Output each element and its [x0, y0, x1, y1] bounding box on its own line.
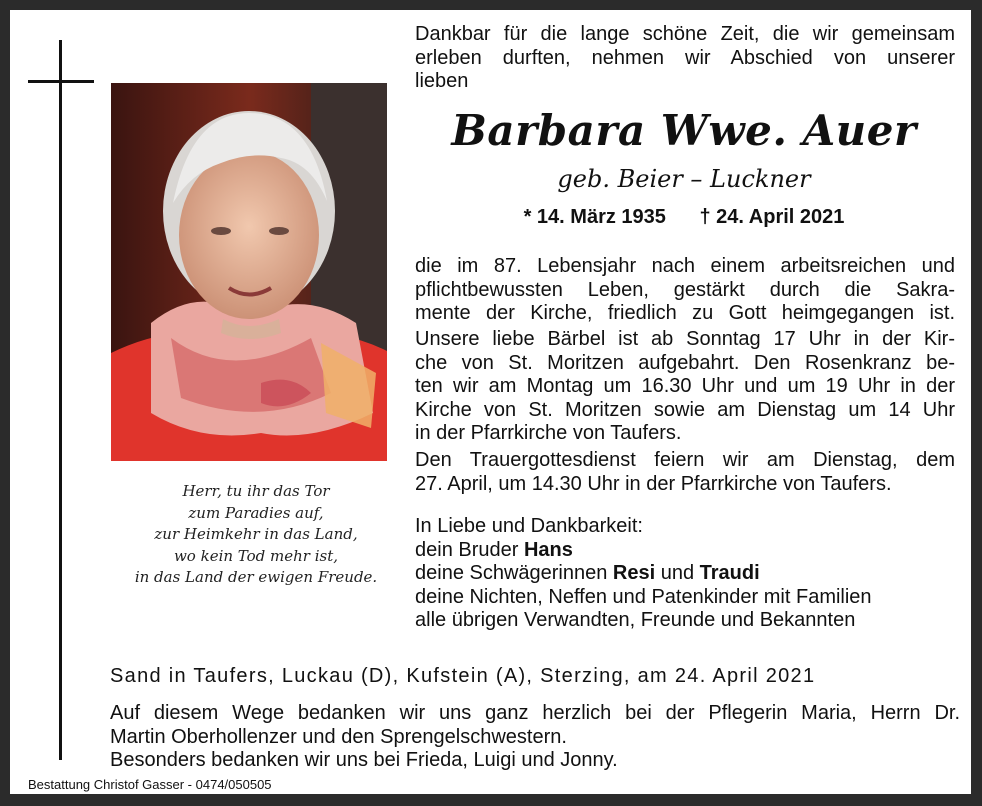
deceased-name: Barbara Wwe. Auer	[451, 106, 917, 155]
thanks-line: Besonders bedanken wir uns bei Frieda, Luigi und Jonny.	[110, 749, 618, 771]
intro-line: erleben durften, nehmen wir Abschied von unserer	[415, 46, 955, 69]
mourner-name: Traudi	[699, 562, 760, 584]
birth-name: geb. Beier – Luckner	[557, 165, 811, 193]
mourner-sisters	[415, 562, 955, 586]
mourner-brother	[415, 539, 955, 563]
text-line: die im 87. Lebensjahr nach einem arbeitsreichen und	[415, 255, 955, 277]
paragraph-viewing	[415, 328, 955, 446]
thanks	[110, 702, 960, 773]
text-line: pflichtbewussten Leben, gestärkt durch die Sakra-	[415, 278, 955, 301]
text-line: Unsere liebe Bärbel ist ab Sonntag 17 Uhr in der Kir-	[415, 328, 955, 350]
text-line: ten wir am Montag um 16.30 Uhr und um 19 Uhr in der	[415, 375, 955, 397]
text-line: in der Pfarrkirche von Taufers.	[415, 422, 682, 444]
death-date: † 24. April 2021	[699, 206, 845, 228]
mourner-line: alle übrigen Verwandten, Freunde und Bekannten	[415, 609, 856, 631]
text-line: Kirche von St. Moritzen sowie am Dienstag um 14 Uhr	[415, 398, 955, 421]
text-line: 27. April, um 14.30 Uhr in der Pfarrkirche von Taufers.	[415, 472, 892, 495]
place-date: Sand in Taufers, Luckau (D), Kufstein (A), Sterzing, am 24. April 2021	[110, 665, 816, 687]
undertaker-footer: Bestattung Christof Gasser - 0474/050505	[28, 777, 272, 792]
poem	[106, 481, 406, 589]
mourner-name: Hans	[523, 538, 573, 561]
mourner-line: deine Nichten, Neffen und Patenkinder mit Familien	[415, 585, 872, 608]
mourners	[415, 515, 955, 633]
cross-icon-bar	[28, 80, 94, 83]
poem-line: in das Land der ewigen Freude.	[134, 568, 378, 586]
life-dates	[410, 206, 958, 229]
intro-text	[415, 23, 955, 94]
obituary-card	[10, 10, 971, 794]
mourner-name: Resi	[612, 562, 656, 584]
portrait-image	[111, 83, 387, 461]
poem-line: wo kein Tod mehr ist,	[173, 546, 339, 565]
text: und	[655, 562, 700, 584]
poem-line: zur Heimkehr in das Land,	[154, 525, 358, 543]
portrait-photo	[111, 83, 387, 461]
intro-line: lieben	[415, 70, 469, 92]
thanks-line: Martin Oberhollenzer und den Sprengelschwestern.	[110, 725, 567, 748]
poem-line: zum Paradies auf,	[188, 503, 324, 522]
intro-line: Dankbar für die lange schöne Zeit, die wir gemeinsam	[415, 23, 955, 45]
paragraph-funeral	[415, 449, 955, 496]
text-line: Den Trauergottesdienst feiern wir am Dienstag, dem	[415, 449, 955, 471]
cross-icon	[59, 40, 62, 760]
poem-line: Herr, tu ihr das Tor	[182, 482, 330, 500]
text-line: mente der Kirche, friedlich zu Gott heimgegangen ist.	[415, 302, 955, 324]
thanks-line: Auf diesem Wege bedanken wir uns ganz herzlich bei der Pflegerin Maria, Herrn Dr.	[110, 702, 960, 724]
mourners-heading: In Liebe und Dankbarkeit:	[415, 515, 643, 537]
paragraph-death	[415, 255, 955, 326]
text: deine Schwägerinnen	[415, 562, 613, 584]
text: dein Bruder	[415, 538, 524, 561]
text-line: che von St. Moritzen aufgebahrt. Den Rosenkranz be-	[415, 351, 955, 374]
birth-date: * 14. März 1935	[523, 206, 666, 228]
